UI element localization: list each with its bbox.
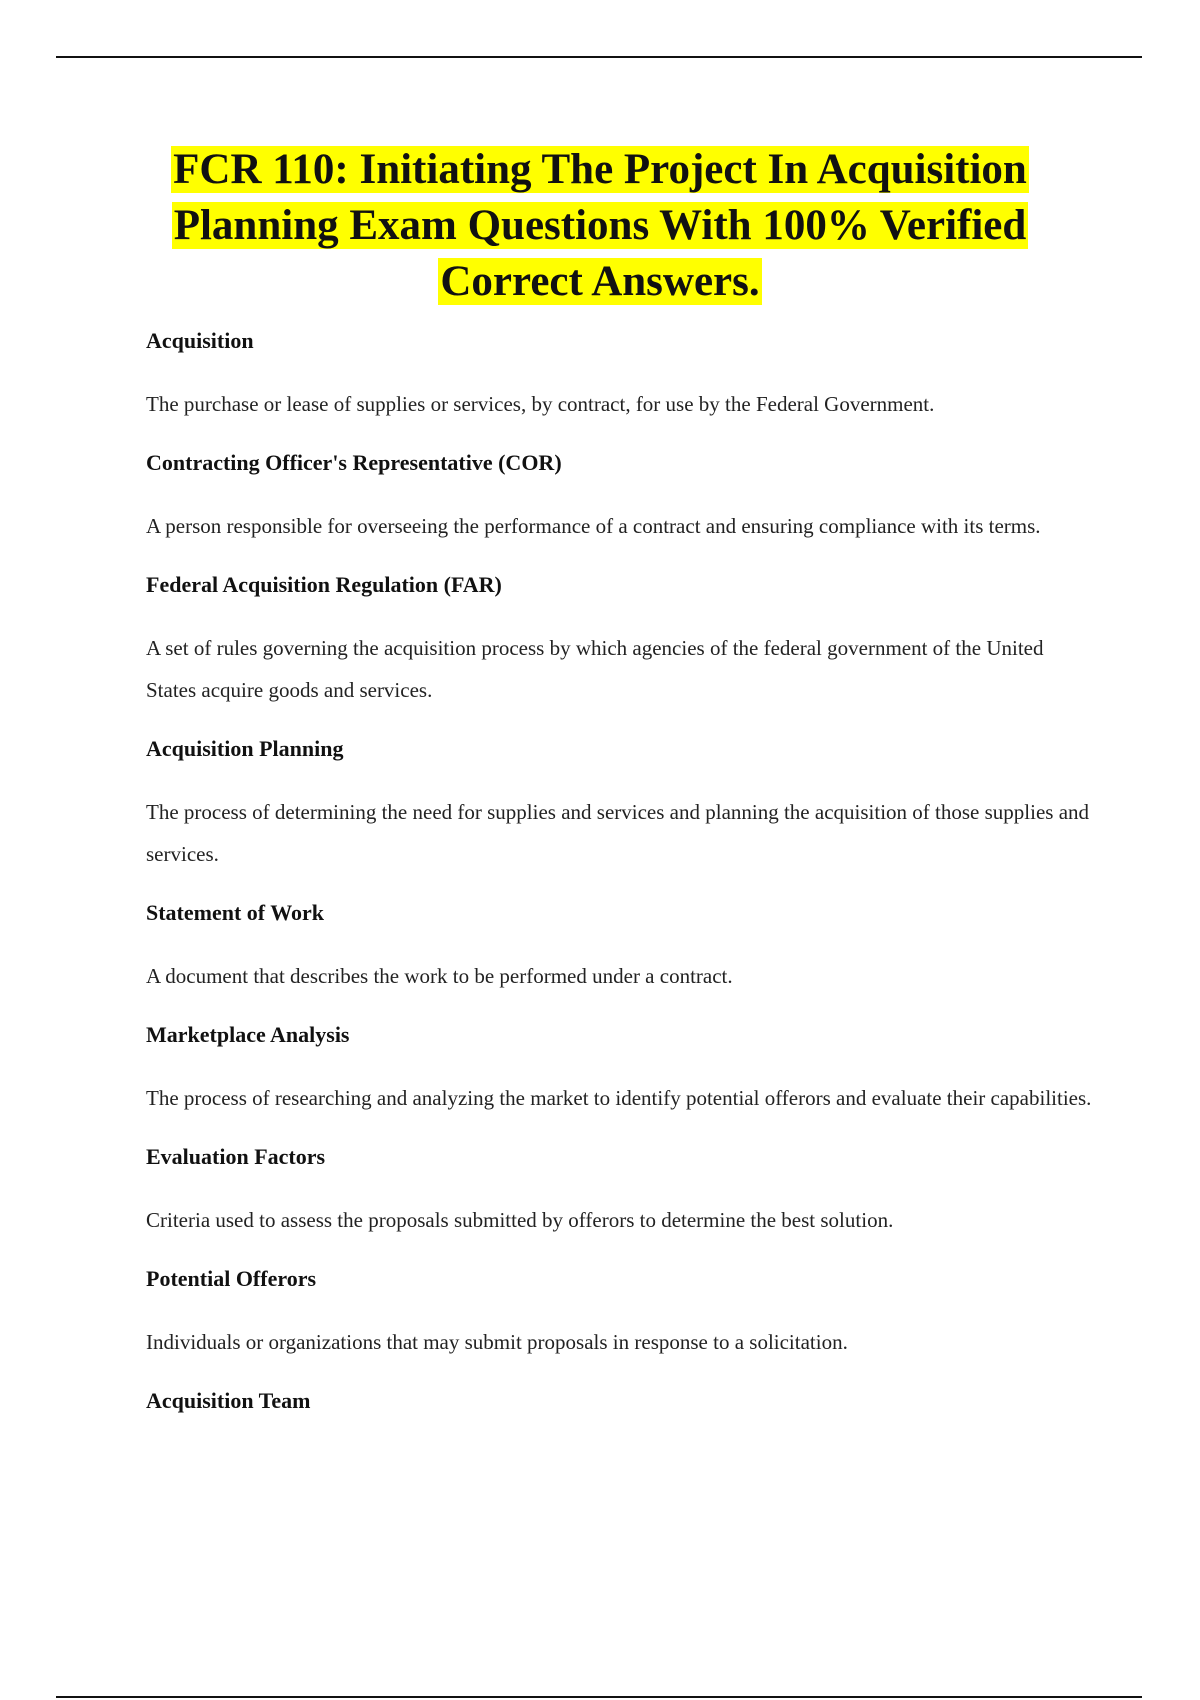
entry-term: Acquisition xyxy=(146,328,254,353)
glossary-entry xyxy=(146,564,1096,711)
entry-definition: Criteria used to assess the proposals submitted by offerors to determine the best solution. xyxy=(146,1208,894,1232)
entry-term: Acquisition Planning xyxy=(146,736,344,761)
entry-definition: A set of rules governing the acquisition process by which agencies of the federal government of the United States acquire goods and services. xyxy=(146,636,1044,702)
entry-term: Statement of Work xyxy=(146,900,325,925)
glossary-entry xyxy=(146,1136,1096,1241)
footer-rule xyxy=(56,1696,1142,1698)
glossary-entry xyxy=(146,1380,1096,1422)
entry-definition: A person responsible for overseeing the performance of a contract and ensuring compliance with its terms. xyxy=(146,514,1041,538)
glossary-entry xyxy=(146,1014,1096,1119)
header-rule xyxy=(56,56,1142,58)
entry-term: Potential Offerors xyxy=(146,1266,317,1291)
glossary-entry xyxy=(146,1258,1096,1363)
entry-definition: Individuals or organizations that may submit proposals in response to a solicitation. xyxy=(146,1330,848,1354)
entry-term: Evaluation Factors xyxy=(146,1144,326,1169)
entry-term: Acquisition Team xyxy=(146,1388,311,1413)
entry-term: Marketplace Analysis xyxy=(146,1022,350,1047)
title-highlight: FCR 110: Initiating The Project In Acquisition Planning Exam Questions With 100% Verified Correct Answers. xyxy=(173,146,1027,305)
glossary-entry xyxy=(146,892,1096,997)
entry-definition: The process of determining the need for supplies and services and planning the acquisition of those supplies and services. xyxy=(146,800,1090,866)
entry-definition: A document that describes the work to be performed under a contract. xyxy=(146,964,733,988)
entry-definition: The purchase or lease of supplies or services, by contract, for use by the Federal Government. xyxy=(146,392,935,416)
document-title xyxy=(100,142,1100,310)
glossary-entry xyxy=(146,728,1096,875)
glossary-entry xyxy=(146,442,1096,547)
entry-definition: The process of researching and analyzing the market to identify potential offerors and evaluate their capabilities. xyxy=(146,1086,1092,1110)
entry-term: Contracting Officer's Representative (COR) xyxy=(146,450,562,475)
entry-term: Federal Acquisition Regulation (FAR) xyxy=(146,572,502,597)
glossary-content xyxy=(146,320,1096,1443)
glossary-entry xyxy=(146,320,1096,425)
